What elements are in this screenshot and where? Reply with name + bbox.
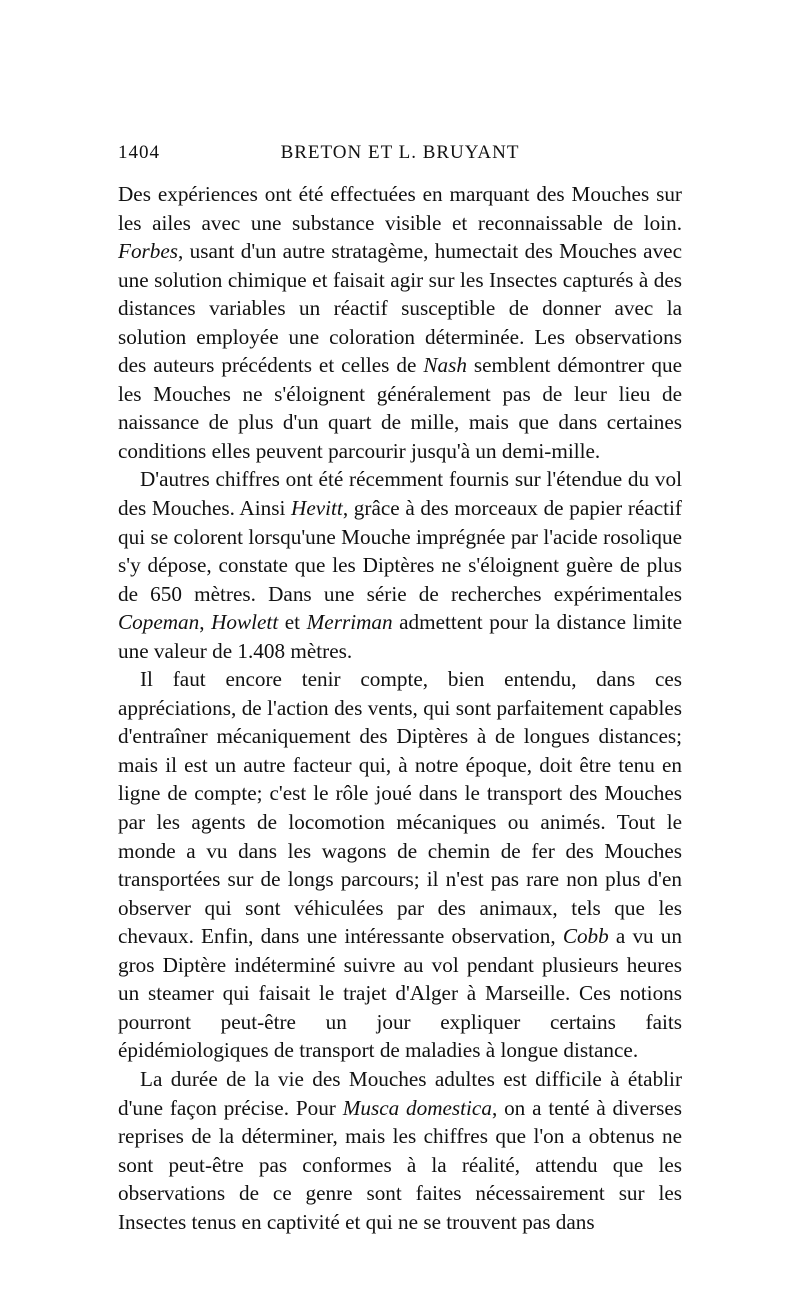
italic-name: Cobb	[562, 924, 609, 949]
italic-name: Hevitt	[291, 496, 343, 521]
text-run: semblent démontrer que les Mouches ne s'éloignent généralement pas de leur lieu de naissance de plus d'un quart de mille, mais que dans certaines conditions elles peuvent parcourir jusqu'à un demi-mille.	[118, 353, 683, 463]
text-run: ,	[199, 610, 212, 635]
text-run: a vu un gros Diptère indéterminé suivre au vol pendant plusieurs heures un steamer qui faisait le trajet d'Alger à Marseille. Ces notions pourront peut-être un jour expliquer certains faits épidémiologiques de transport de maladies à longue distance.	[118, 924, 682, 1063]
text-run: et	[278, 610, 307, 635]
italic-name: Musca domestica	[342, 1095, 492, 1120]
italic-name: Howlett	[211, 610, 279, 635]
text-run: Il faut encore tenir compte, bien entendu, dans ces appréciations, de l'action des vents, qui sont parfaitement capables d'entraîner mécaniquement des Diptères à de longues distances; mais il est un autre facteur qui, à notre époque, doit être tenu en ligne de compte; c'est le rôle joué dans le transport des Mouches par les agents de locomotion mécaniques ou animés. Tout le monde a vu dans les wagons de chemin de fer des Mouches transportées sur de longs parcours; il n'est pas rare non plus d'en observer qui sont véhiculées par des animaux, tels que les chevaux. Enfin, dans une intéressante observation,	[118, 667, 682, 949]
text-run: D'autres chiffres ont été récemment fournis sur l'étendue du vol des Mouches. Ainsi	[118, 467, 682, 521]
body-text	[118, 180, 682, 1236]
text-run: La durée de la vie des Mouches adultes est difficile à établir d'une façon précise. Pour	[118, 1066, 682, 1120]
paragraph-3	[118, 665, 682, 1065]
text-run: , grâce à des morceaux de papier réactif qui se colorent lorsqu'une Mouche imprégnée par l'acide rosolique s'y dépose, constate que les Diptères ne s'éloignent guère de plus de 650 mètres. Dans une série de recherches expérimentales	[118, 496, 682, 606]
italic-name: Copeman	[118, 610, 200, 635]
running-header	[118, 142, 682, 172]
text-run: , on a tenté à diverses reprises de la déterminer, mais les chiffres que l'on a obtenus ne sont peut-être pas conformes à la réalité, attendu que les observations de ce genre sont faites nécessairement sur les Insectes tenus en captivité et qui ne se trouvent pas dans	[118, 1095, 682, 1234]
page-number: 1404	[118, 142, 160, 163]
paragraph-1	[118, 180, 682, 465]
paragraph-2	[118, 465, 682, 665]
text-run: admettent pour la distance limite une valeur de 1.408 mètres.	[118, 610, 682, 663]
paragraph-4	[118, 1065, 682, 1236]
text-run: , usant d'un autre stratagème, humectait des Mouches avec une solution chimique et faisait agir sur les Insectes capturés à des distances variables un réactif susceptible de donner avec la solution employée une coloration déterminée. Les observations des auteurs précédents et celles de	[118, 239, 682, 378]
running-title: BRETON ET L. BRUYANT	[280, 142, 520, 163]
text-run: Des expériences ont été effectuées en marquant des Mouches sur les ailes avec une substance visible et reconnaissable de loin.	[118, 182, 682, 235]
italic-name: Forbes	[118, 239, 179, 264]
italic-name: Nash	[423, 353, 467, 378]
italic-name: Merriman	[306, 610, 393, 635]
